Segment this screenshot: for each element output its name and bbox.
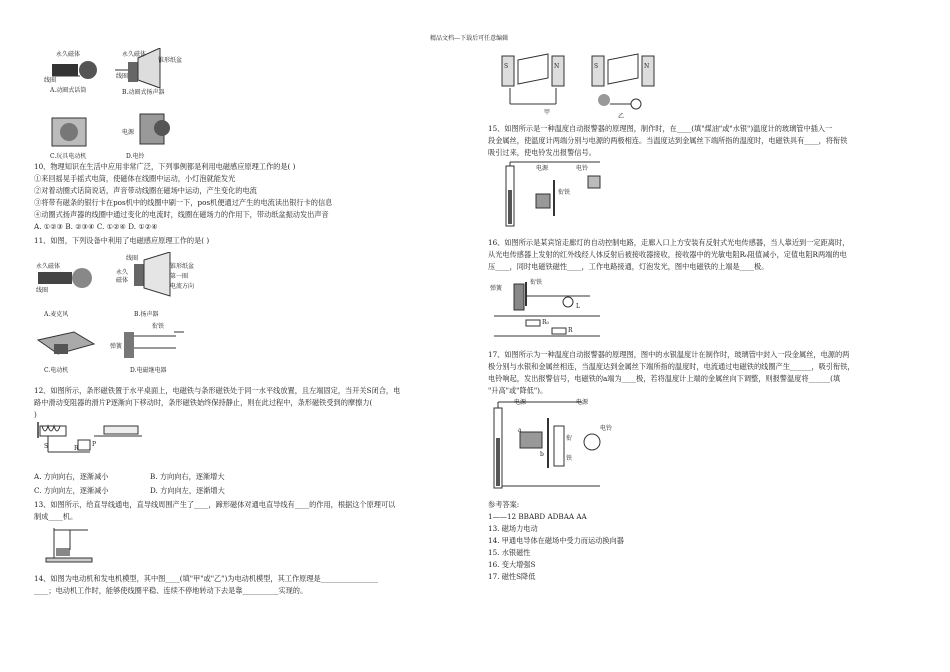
q14-figure-art (500, 48, 660, 122)
q14-stem: 14、如图为电动机和发电机模型，其中图____(填"甲"或"乙")为电动机模型，其工作原理是________________ (34, 574, 379, 583)
q15-bell-label: 电铃 (576, 165, 589, 172)
q10-item-4: ④动圈式扬声器的线圈中通过变化的电流时，线圈在磁场力的作用下，带动纸盆振动发出声音 (34, 210, 329, 219)
q16-r-label: R (568, 327, 573, 334)
fig-yi-caption: 乙 (618, 113, 625, 120)
fig-a-coil-label: 线圈 (44, 77, 57, 84)
q12-option-a: A. 方向向右，逐渐减小 (34, 472, 109, 481)
q11-figures (34, 252, 204, 380)
q12-option-c: C. 方向向左，逐渐减小 (34, 486, 109, 495)
q16-armature-label: 衔铁 (530, 279, 543, 286)
q17-a-label: a (518, 427, 522, 434)
q10-options: A. ①②③ B. ②③④ C. ①②④ D. ①②④ (34, 222, 158, 231)
q12-stem-2: 路中滑动变阻器的滑片P逐渐向下移动时，条形磁铁始终保持静止，则在此过程中，条形磁铁受到的摩擦力( (34, 398, 373, 407)
q10-item-2: ②对着动圈式话筒说话，声音带动线圈在磁场中运动，产生变化的电流 (34, 186, 257, 195)
q11-stem: 11、如图，下列设备中利用了电磁感应原理工作的是( ) (34, 236, 210, 245)
q11-b-coil-label: 线圈 (126, 255, 139, 262)
q12-resistor-label: R (74, 445, 79, 452)
q16-stem-3: 压____，同时电磁铁磁性____，工作电路接通，灯泡发光，图中电磁铁的上端是____极。 (488, 262, 769, 271)
fig-b-caption: B.动圈式扬声器 (122, 89, 165, 96)
answer-14: 14. 甲通电导体在磁场中受力而运动换向器 (488, 536, 624, 545)
q16-r0-label: R₀ (542, 319, 549, 326)
q15-figure-art (500, 160, 610, 230)
q13-figure-art (40, 524, 100, 566)
q11-d-spring-label: 弹簧 (110, 343, 123, 350)
q11-d-caption: D.电磁继电器 (130, 367, 167, 374)
q14-figures (500, 48, 660, 122)
q11-b-caption: B.扬声器 (134, 311, 159, 318)
q13-stem-2: 制成____机。 (34, 512, 78, 521)
q16-figure-art (490, 276, 620, 342)
fig-d-power-label: 电源 (122, 129, 135, 136)
q11-b-perm-label: 永久 (116, 269, 129, 276)
q17-armature1-label: 衔 (566, 435, 573, 442)
q13-figure (40, 524, 100, 566)
answer-13: 13. 磁场力电动 (488, 524, 538, 533)
answer-1-12: 1——12 BBABD ADBAA AA (488, 512, 587, 521)
fig-yi-n-label: N (644, 63, 650, 70)
fig-jia-n-label: N (554, 63, 560, 70)
fig-jia-s-label: S (504, 63, 509, 70)
answer-16: 16. 变大增强S (488, 560, 536, 569)
q11-c-caption: C.电动机 (44, 367, 69, 374)
q11-b-cone-label: 锥形纸盆 (170, 263, 195, 270)
q17-stem-2: 极分别与水银和金属丝相连，当温度达到金属丝下端所指的温度时，电流通过电磁铁的线圈产生______，吸引衔铁， (488, 362, 855, 371)
q11-b-current-label: 电流方向 (170, 283, 195, 290)
q16-figure (490, 276, 620, 342)
fig-jia-caption: 甲 (544, 109, 551, 116)
q17-power2-label: 电源 (576, 399, 589, 406)
fig-b-magnet-label: 永久磁体 (122, 51, 147, 58)
q17-power1-label: 电源 (514, 399, 527, 406)
q15-power-label: 电源 (536, 165, 549, 172)
q14-stem-2: ____；电动机工作时，能够使线圈平稳、连续不停地转动下去是靠__________实现的。 (34, 586, 308, 595)
q12-option-d: D. 方向向左，逐渐增大 (150, 486, 225, 495)
q10-stem: 10、物理知识在生活中应用非常广泛，下列事例都是利用电磁感应原理工作的是( ) (34, 162, 296, 171)
fig-c-caption: C.玩具电动机 (50, 153, 87, 160)
q11-a-magnet-label: 永久磁体 (36, 263, 61, 270)
q15-figure (500, 160, 610, 230)
q15-stem-2: 段金属丝，使温度计两端分别与电源的两极相连。当温度达到金属丝下端所指的温度时，电磁铁具有____，将衔铁 (488, 136, 848, 145)
q17-stem: 17、如图所示为一种温度自动报警器的原理图，图中的水银温度计在制作时，玻璃管中封入一段金属丝，电源的两 (488, 350, 850, 359)
q12-figure (34, 420, 144, 456)
q11-a-caption: A.麦克风 (44, 311, 69, 318)
q16-stem-2: 从光电传感器上发射的红外线经人体反射后被接收器接收，接收器中的光敏电阻R₀阻值减小，定值电阻R两端的电 (488, 250, 847, 259)
q16-lamp-label: L (576, 303, 580, 310)
fig-a-caption: A.动圈式话筒 (50, 87, 87, 94)
fig-b-cone-label: 锥形纸盆 (158, 57, 183, 64)
q13-stem: 13、如图所示，给直导线通电，直导线周围产生了____，蹄形磁体对通电直导线有____的作用，根据这个原理可以 (34, 500, 396, 509)
q17-bell-label: 电铃 (600, 425, 613, 432)
fig-d-caption: D.电铃 (126, 153, 145, 160)
q17-b-label: b (540, 451, 544, 458)
q16-stem: 16、如图所示是某宾馆走廊灯的自动控制电路，走廊入口上方安装有反射式光电传感器，当人靠近到一定距离时， (488, 238, 850, 247)
fig-yi-s-label: S (594, 63, 599, 70)
q17-figure (490, 398, 620, 494)
q17-figure-art (490, 398, 620, 494)
q17-stem-3: 电铃响起，发出报警信号，电磁铁的a端为____极，若将温度计上端的金属丝向下调整，则报警温度将______(填 (488, 374, 841, 383)
q11-b-first-label: 第一圈 (170, 273, 189, 280)
q11-d-armature-label: 衔铁 (152, 323, 165, 330)
q12-slider-label: P (92, 441, 97, 448)
answer-17: 17. 磁性S降低 (488, 572, 536, 581)
q17-armature2-label: 铁 (566, 455, 573, 462)
q12-stem-3: ) (34, 410, 37, 419)
q11-a-coil-label: 线圈 (36, 287, 49, 294)
q17-stem-4: "升高"或"降低")。 (488, 386, 548, 395)
q15-stem-3: 吸引过来，使电铃发出报警信号。 (488, 148, 596, 157)
fig-a-magnet-label: 永久磁体 (56, 51, 81, 58)
q10-item-1: ①来回摇晃手摇式电筒，使磁体在线圈中运动，小灯泡就能发光 (34, 174, 236, 183)
answers-title: 参考答案: (488, 500, 520, 509)
q9-figures (40, 48, 190, 163)
fig-b-coil-label: 线圈 (116, 73, 129, 80)
q12-stem: 12、如图所示，条形磁铁置于水平桌面上，电磁铁与条形磁铁处于同一水平线放置，且左端固定，当开关S闭合，电 (34, 386, 401, 395)
q12-switch-label: S (44, 443, 49, 450)
answer-15: 15. 水银磁性 (488, 548, 531, 557)
q16-spring-label: 弹簧 (490, 285, 503, 292)
q15-armature-label: 衔铁 (558, 189, 571, 196)
q11-b-magnet-label: 磁体 (116, 277, 129, 284)
q10-item-3: ③将带有磁条的银行卡在pos机中的线圈中刷一下，pos机便通过产生的电流读出银行卡的信息 (34, 198, 333, 207)
q12-option-b: B. 方向向右，逐渐增大 (150, 472, 225, 481)
page-header: 精品文档---下载后可任意编辑 (430, 35, 509, 42)
q15-stem: 15、如图所示是一种温度自动报警器的原理图，制作时，在____(填"煤油"或"水银")温度计的玻璃管中插入一 (488, 124, 833, 133)
q12-figure-art (34, 420, 144, 456)
